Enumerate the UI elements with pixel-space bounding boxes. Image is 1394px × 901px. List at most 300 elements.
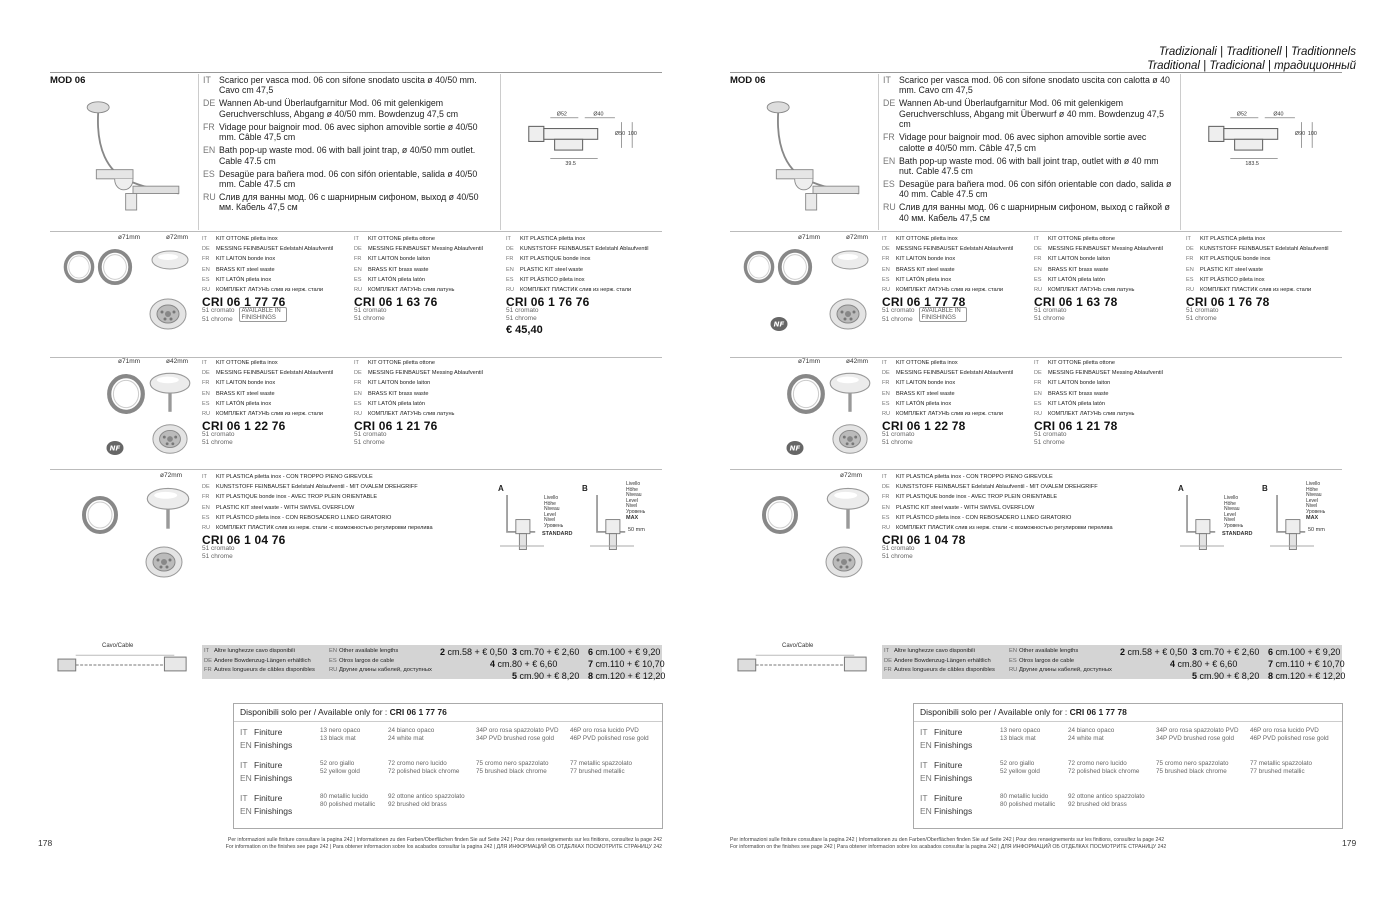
language-code: RU (203, 192, 216, 203)
finish-name-it: 13 nero opaco (1000, 727, 1041, 734)
description-text: Desagüe para bañera mod. 06 con sifón orientable con dado, salida ø 40 mm. Cable 47.5 cm (899, 179, 1172, 200)
cable-option-text: cm.100 + € 9,20 (1275, 647, 1341, 657)
level-label: Livello (1306, 481, 1321, 487)
finish-item (476, 727, 559, 742)
cable-text: Andere Bowdenzug-Längen erhältlich (214, 657, 311, 664)
language-code: FR (1034, 380, 1042, 387)
drain-image (828, 420, 872, 458)
description-text: Vidage pour baignoir mod. 06 avec siphon amovible sortie ø 40/50 mm. Câble 47,5 cm (219, 121, 478, 143)
stem-cap-wrap (148, 370, 192, 419)
finish-item (1156, 760, 1228, 775)
language-code: ES (202, 400, 210, 407)
cable-option-text: cm.58 + € 0,50 (1127, 647, 1188, 657)
kit-text: KIT LAITON bonde laiton (368, 256, 431, 263)
product-code: CRI 06 1 21 78 (1034, 419, 1118, 434)
finish-name-it: 92 ottone antico spazzolato (388, 793, 465, 800)
section-header (1147, 45, 1356, 73)
finish-it: 51 cromato (1034, 431, 1067, 439)
finish-name-en: 80 polished metallic (1000, 800, 1056, 808)
finish-name-en: 13 black mat (320, 734, 356, 742)
cable-option (1170, 658, 1237, 670)
language-code: DE (1034, 246, 1042, 253)
finish-it: 51 cromato (202, 545, 235, 553)
finish-name-en: 24 white mat (1068, 734, 1104, 742)
nf-badge (770, 316, 788, 337)
ring-image-b (96, 248, 134, 286)
level-label: Niveau (1306, 492, 1322, 498)
label-en (920, 772, 972, 785)
cable-option (588, 646, 660, 658)
finiture-label: Finiture (254, 760, 283, 770)
diameter-label: ø42mm (166, 358, 189, 365)
kit-line (354, 378, 483, 388)
row-rule (50, 231, 662, 232)
finish-line: 51 chrome (882, 553, 913, 561)
kit-text: KIT LATÓN pileta latón (1048, 400, 1105, 407)
diameter-label: ø72mm (166, 234, 189, 241)
description-text: Bath pop-up waste mod. 06 with ball joint trap, outlet with ø 40 mm nut. Cable 47.5 cm (899, 155, 1159, 177)
finish-item (388, 793, 465, 808)
kit-line (1034, 399, 1163, 409)
cable-option (1192, 670, 1259, 682)
footer-line-2: For information on the finishes see page 242 | Para obtener informacion sobre los acabados consultar la pagina 242 | ДЛЯ ИНФОРМАЦИЙ ОБ ОТДЕЛКАХ ПОСМОТРИТЕ СТРАНИЦУ 242 (730, 843, 1167, 850)
kit-item (354, 358, 483, 447)
finish-name-en: 77 brushed metallic (570, 767, 625, 775)
language-code: IT (920, 727, 928, 737)
kit-line (506, 244, 649, 254)
language-code: FR (354, 380, 362, 387)
kit-text: KIT LAITON bonde laiton (1048, 380, 1111, 387)
kit-text: KIT PLÁSTICO pileta inox - CON REBOSADERO LLNEO GIRATORIO (216, 514, 392, 521)
dimension-label: Ø50 (614, 131, 626, 137)
cable-option-number: 3 (512, 647, 518, 657)
kit-text: KIT OTTONE piletta ottone (368, 236, 435, 242)
kit-line (506, 234, 649, 244)
level-label: Höhe (544, 500, 556, 507)
bath-waste-image (758, 90, 868, 220)
language-code: EN (240, 740, 252, 750)
mm50-label: 50 mm (1308, 527, 1325, 533)
kit-line (1034, 368, 1163, 378)
language-code: ES (1034, 400, 1042, 407)
cable-option-number: 7 (588, 659, 594, 669)
language-code: EN (883, 155, 896, 166)
finish-name-it: 24 bianco opaco (388, 727, 435, 734)
drain-image-wrap (822, 542, 866, 587)
finish-it: 51 cromato (1186, 307, 1219, 315)
max-label: MAX (1306, 515, 1319, 521)
description-text: Слив для ванны мод. 06 с шарнирным сифоном, выход с гайкой ø 40 мм. Кабель 47,5 см (899, 202, 1170, 223)
label-it (920, 792, 972, 805)
language-code: EN (1034, 390, 1042, 397)
kit-text: KIT LAITON bonde inox (216, 256, 276, 263)
description-row (883, 156, 1173, 177)
cable-option-text: cm.120 + € 12,20 (595, 671, 666, 681)
language-code: EN (920, 740, 932, 750)
cable-lines-b (329, 647, 432, 676)
finish-item (570, 760, 632, 775)
description-text: Desagüe para bañera mod. 06 con sifón orientable, salida ø 40/50 mm. Cable 47.5 cm (219, 168, 478, 190)
level-label: Level (1306, 497, 1318, 504)
language-code: IT (202, 474, 207, 480)
finish-item (1000, 760, 1040, 775)
description-text: Wannen Ab-und Überlaufgarnitur Mod. 06 mit gelenkigem Geruchverschluss, Abgang mit Überwurf ø 40 mm. Bowdenzug 47,5 cm (899, 98, 1165, 130)
label-it (920, 726, 972, 739)
kit-text: MESSING FEINBAUSET Edelstahl Ablaufventil (896, 246, 1014, 253)
kit-text: KIT PLASTIQUE bonde inox (520, 256, 591, 263)
kit-text: MESSING FEINBAUSET Messing Ablaufventil (368, 246, 483, 253)
finish-name-it: 75 cromo nero spazzolato (1156, 760, 1229, 767)
finiture-label: Finiture (934, 727, 963, 737)
cable-option-text: cm.90 + € 8,20 (519, 671, 580, 681)
kit-line (354, 234, 483, 244)
finish-item (1068, 760, 1139, 775)
kit-text: PLASTIC KIT steel waste (520, 266, 584, 273)
level-label: Level (626, 497, 638, 504)
language-code: EN (882, 504, 890, 511)
kit-line (202, 503, 433, 513)
svg-text:NF: NF (773, 320, 785, 329)
level-label: Уровень (1306, 508, 1326, 515)
kit-text: KIT OTTONE piletta ottone (368, 360, 435, 366)
dimension-label: 183.5 (1245, 161, 1259, 168)
kit-line (354, 285, 483, 295)
description-text: Vidage pour baignoir mod. 06 avec siphon amovible sortie avec calotte ø 40/50 mm. Câble 47,5 cm (899, 132, 1147, 153)
kit-line (882, 472, 1113, 482)
kit-text: KIT LATÓN pileta latón (368, 276, 425, 283)
cable-line (329, 647, 432, 657)
description-text: Слив для ванны мод. 06 с шарнирным сифоном, выход ø 40/50 мм. Кабель 47,5 см (219, 192, 479, 213)
cable-lines-b (1009, 647, 1112, 676)
oval-image (760, 488, 800, 542)
cable-line (204, 657, 315, 667)
finish-item (476, 760, 548, 775)
kit-line (882, 244, 1013, 254)
kit-text: MESSING FEINBAUSET Messing Ablaufventil (1048, 246, 1163, 253)
footer-note (730, 837, 1200, 850)
finish-name-it: 52 oro giallo (320, 760, 355, 767)
finish-name-en: 46P PVD polished rose gold (570, 734, 649, 742)
cable-text: Otros largos de cable (339, 657, 395, 664)
kit-line (202, 389, 333, 399)
language-code: DE (1186, 246, 1194, 253)
drain-image (146, 294, 190, 334)
level-labels-a (1224, 496, 1243, 529)
cable-option-number: 2 (440, 647, 446, 657)
diameter-label: ø72mm (840, 472, 863, 479)
kit-line (354, 275, 483, 285)
cable-option-text: cm.110 + € 10,70 (1275, 659, 1345, 669)
language-code: ES (882, 514, 890, 521)
kit-text: MESSING FEINBAUSET Messing Ablaufventil (368, 370, 483, 377)
kit-text: КОМПЛЕКТ ЛАТУНЬ слив латунь (368, 411, 455, 418)
finish-name-it: 24 bianco opaco (1068, 727, 1115, 734)
cable-label: Cavo/Cable (782, 643, 814, 649)
finish-it: 51 cromato (354, 307, 387, 315)
oval-image-wrap (80, 488, 120, 547)
kit-text: KIT LAITON bonde laiton (1048, 256, 1111, 263)
finish-it: 51 cromato (202, 431, 235, 439)
kit-text: KIT LATÓN pileta latón (368, 400, 425, 407)
cable-line (884, 657, 995, 667)
finish-item (320, 760, 360, 775)
kit-text: BRASS KIT brass waste (1048, 390, 1109, 397)
label-it (240, 726, 292, 739)
language-code: RU (329, 667, 338, 673)
description-row (203, 192, 493, 213)
kit-line (1186, 234, 1329, 244)
finish-line: 51 chrome (1186, 315, 1217, 323)
language-code: RU (882, 411, 891, 418)
kit-line (202, 234, 333, 244)
drain-image (826, 294, 870, 334)
dimension-label: 100 (627, 131, 637, 137)
finish-name-it: 72 cromo nero lucido (1068, 760, 1127, 767)
kit-item (882, 234, 1013, 324)
cable-option-text: cm.110 + € 10,70 (595, 659, 665, 669)
finish-name-it: 77 metallic spazzolato (570, 760, 632, 767)
kit-line (882, 275, 1013, 285)
description-row (203, 169, 493, 190)
stem-cap-wrap (828, 370, 872, 419)
cable-option-number: 8 (588, 671, 594, 681)
kit-line (1186, 285, 1329, 295)
language-code: EN (506, 266, 514, 273)
language-code: IT (240, 727, 248, 737)
kit-text: KIT PLASTIQUE bonde inox (1200, 256, 1271, 263)
kit-text: KIT OTTONE piletta inox (896, 360, 958, 366)
cable-option (1192, 646, 1259, 658)
language-code: IT (882, 474, 887, 480)
cable-text: Altre lunghezze cavo disponibili (214, 648, 295, 654)
cable-option (512, 646, 579, 658)
row-rule (730, 469, 1342, 470)
diagram-a (1180, 492, 1224, 561)
description-text: Scarico per vasca mod. 06 con sifone snodato uscita ø 40/50 mm. Cavo cm 47,5 (219, 75, 477, 96)
finish-name-it: 80 metallic lucido (1000, 793, 1049, 800)
label-a: A (498, 484, 504, 493)
kit-text: BRASS KIT steel waste (896, 266, 955, 273)
level-label: Nivel (626, 503, 638, 509)
language-code: FR (202, 494, 210, 501)
overflow-a-image (500, 492, 544, 556)
kit-text: КОМПЛЕКТ ЛАТУНЬ слив из нерж. стали (896, 411, 1003, 418)
language-code: EN (882, 390, 890, 397)
level-label: Level (544, 511, 556, 518)
product-code: CRI 06 1 22 78 (882, 419, 966, 434)
row-rule (730, 231, 1342, 232)
finish-line: 51 chrome (882, 316, 913, 324)
diameter-label: ø71mm (798, 234, 821, 241)
finishings-label: Finishings (254, 806, 293, 816)
standard-label: STANDARD (542, 531, 573, 537)
language-code: RU (1186, 287, 1195, 294)
knob-image-wrap (105, 372, 147, 421)
header-line-1: Tradizionali | Traditionell | Traditionnels (1158, 46, 1356, 58)
label-en (240, 805, 292, 818)
drain-image-wrap (826, 294, 870, 339)
kit-text: KIT PLASTICA piletta inox (1200, 236, 1266, 242)
finishes-title-text: Disponibili solo per / Available only for : (240, 707, 388, 717)
finish-it: 51 cromato (1034, 307, 1067, 315)
language-code: DE (506, 246, 514, 253)
finish-item (1000, 727, 1040, 742)
language-code: DE (202, 246, 210, 253)
dimension-drawing (1198, 100, 1338, 170)
finish-item (1250, 760, 1312, 775)
finishings-label: Finishings (254, 740, 293, 750)
drain-image (822, 542, 866, 582)
kit-text: KIT LATÓN pileta inox (216, 400, 272, 407)
cap-image-wrap (828, 248, 872, 293)
language-code: RU (506, 287, 515, 294)
kit-line (1034, 275, 1163, 285)
cable-line (204, 666, 315, 676)
knob-image (785, 372, 827, 416)
ring-image-b (776, 248, 814, 286)
finish-name-en: 34P PVD brushed rose gold (1156, 734, 1234, 742)
finish-name-en: 80 polished metallic (320, 800, 376, 808)
cable-option-text: cm.58 + € 0,50 (447, 647, 508, 657)
finish-name-en: 75 brushed black chrome (1156, 767, 1227, 775)
kit-text: KIT PLÁSTICO pileta inox (520, 276, 585, 283)
language-code: DE (202, 370, 210, 377)
language-code: EN (882, 266, 890, 273)
nf-icon (786, 440, 804, 456)
finishes-title-text: Disponibili solo per / Available only for : (920, 707, 1068, 717)
finiture-label: Finiture (254, 793, 283, 803)
kit-text: КОМПЛЕКТ ЛАТУНЬ слив латунь (1048, 411, 1135, 418)
finiture-label: Finiture (934, 793, 963, 803)
kit-line (202, 523, 433, 533)
level-label: Nivel (1224, 517, 1236, 523)
footer-line-1: Per informazioni sulle finiture consultare la pagina 242 | Informationen zu den Farben/Oberflächen finden Sie auf Seite 242 | Pour des renseignements sur les finitions, consultez la page 242 (730, 837, 1165, 843)
label-en (240, 739, 292, 752)
language-code: IT (354, 236, 359, 242)
language-code: DE (203, 98, 216, 109)
kit-line (1034, 378, 1163, 388)
description-row (883, 132, 1173, 153)
finish-name-en: 13 black mat (1000, 734, 1036, 742)
kit-text: КОМПЛЕКТ ЛАТУНЬ слив из нерж. стали (896, 287, 1003, 294)
finish-line: 51 chrome (202, 439, 233, 447)
finish-name-en: 75 brushed black chrome (476, 767, 547, 775)
kit-line (354, 358, 483, 368)
knob-image (105, 372, 147, 416)
cable-option-number: 8 (1268, 671, 1274, 681)
diagram-a (500, 492, 544, 561)
language-code: RU (354, 287, 363, 294)
language-code: EN (354, 266, 362, 273)
language-code: RU (202, 411, 211, 418)
language-code: IT (202, 360, 207, 366)
level-label: Nivel (1306, 503, 1318, 509)
description-list (883, 75, 1173, 226)
kit-text: КОМПЛЕКТ ЛАТУНЬ слив из нерж. стали (216, 411, 323, 418)
kit-line (1034, 409, 1163, 419)
label-b: B (582, 484, 588, 493)
product-code: CRI 06 1 63 78 (1034, 295, 1118, 310)
language-code: IT (204, 648, 210, 654)
kit-text: KIT OTTONE piletta ottone (1048, 236, 1115, 242)
kit-line (1034, 265, 1163, 275)
finish-name-it: 75 cromo nero spazzolato (476, 760, 549, 767)
cable-option-number: 6 (1268, 647, 1274, 657)
finishes-code: CRI 06 1 77 76 (389, 707, 447, 717)
ring-images (742, 248, 814, 291)
nf-icon (106, 440, 124, 456)
cable-line (1009, 647, 1112, 657)
kit-item (882, 472, 1113, 561)
svg-text:NF: NF (789, 444, 801, 453)
description-text: Scarico per vasca mod. 06 con sifone snodato uscita con calotta ø 40 mm. Cavo cm 47,5 (899, 75, 1170, 96)
kit-item (1034, 234, 1163, 323)
label-en (920, 805, 972, 818)
finish-it: 51 cromato (202, 307, 235, 315)
language-code: FR (882, 256, 890, 263)
kit-line (882, 513, 1113, 523)
language-code: ES (202, 514, 210, 521)
finish-item (1250, 727, 1329, 742)
finishes-row-label (240, 759, 292, 785)
cap-image-wrap (148, 248, 192, 293)
diameter-label: ø72mm (160, 472, 183, 479)
product-code: CRI 06 1 04 78 (882, 533, 966, 548)
model-title: MOD 06 (730, 75, 766, 86)
model-title: MOD 06 (50, 75, 86, 86)
language-code: DE (1034, 370, 1042, 377)
finish-name-it: 77 metallic spazzolato (1250, 760, 1312, 767)
language-code: FR (506, 256, 514, 263)
finishes-box (913, 703, 1343, 829)
language-code: IT (882, 236, 887, 242)
kit-line (354, 254, 483, 264)
level-label: Höhe (626, 486, 638, 493)
cable-option-number: 7 (1268, 659, 1274, 669)
kit-item (1034, 358, 1163, 447)
diameter-label: ø71mm (118, 234, 141, 241)
language-code: DE (882, 484, 890, 491)
language-code: EN (1009, 648, 1018, 654)
kit-text: КОМПЛЕКТ ПЛАСТИК слив из нерж. стали (520, 287, 632, 294)
product-code: CRI 06 1 76 76 (506, 295, 590, 310)
overflow-diagram (1176, 482, 1346, 572)
description-row (203, 98, 493, 119)
kit-line (1186, 254, 1329, 264)
finish-name-en: 92 brushed old brass (1068, 800, 1127, 808)
kit-line (1186, 265, 1329, 275)
finish-line: 51 chrome (1034, 315, 1065, 323)
stem-cap-image (145, 484, 191, 532)
cable-text: Другие длины кабелей, доступных (339, 667, 432, 673)
footer-line-2: For information on the finishes see page 242 | Para obtener informacion sobre los acabados consultar la pagina 242 | ДЛЯ ИНФОРМАЦИЙ ОБ ОТДЕЛКАХ ПОСМОТРИТЕ СТРАНИЦУ 242 (225, 843, 662, 850)
finish-line: 51 chrome (354, 439, 385, 447)
available-badge: AVAILABLE IN FINISHINGS (919, 307, 967, 322)
level-label: Livello (1224, 495, 1239, 501)
finish-name-it: 92 ottone antico spazzolato (1068, 793, 1145, 800)
finish-line: 51 chrome (354, 315, 385, 323)
language-code: ES (1034, 276, 1042, 283)
mm50-label: 50 mm (628, 527, 645, 533)
finish-line: 51 chrome (202, 553, 233, 561)
language-code: RU (883, 202, 896, 213)
cable-option-text: cm.100 + € 9,20 (595, 647, 661, 657)
language-code: FR (882, 494, 890, 501)
kit-item (1186, 234, 1329, 323)
finish-item (1000, 793, 1055, 808)
kit-line (202, 513, 433, 523)
kit-line (354, 389, 483, 399)
